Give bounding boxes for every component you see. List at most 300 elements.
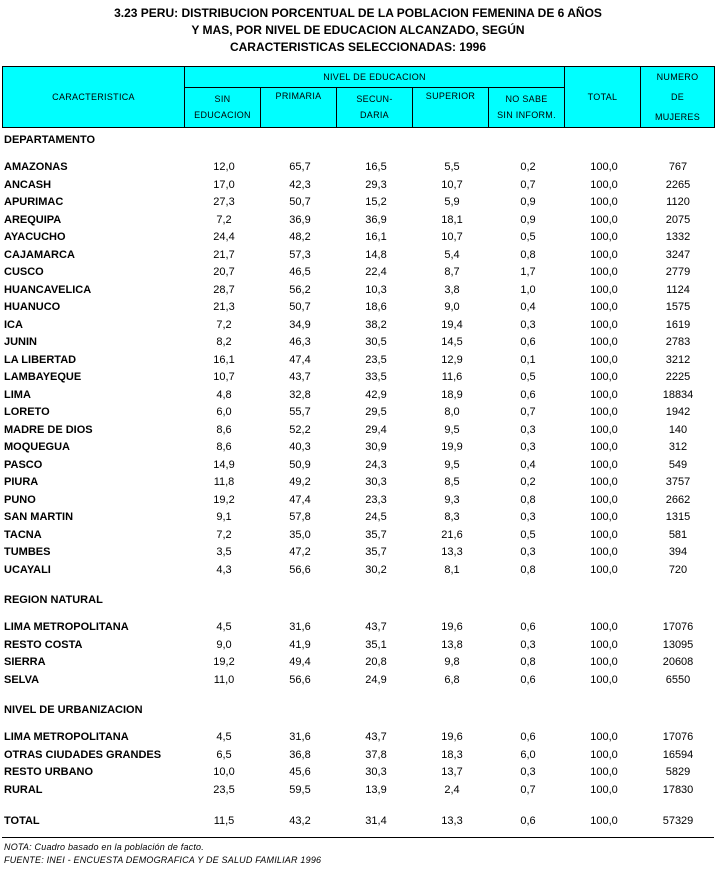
row-label: SELVA bbox=[4, 673, 40, 686]
cell-numero-mujeres: 5829 bbox=[665, 766, 691, 778]
cell-total: 100,0 bbox=[590, 441, 618, 453]
header-total: TOTAL bbox=[565, 67, 641, 128]
row-label: TOTAL bbox=[4, 815, 40, 827]
table-header bbox=[2, 66, 715, 128]
note-text: NOTA: Cuadro basado en la población de facto. bbox=[4, 842, 204, 852]
cell-total: 100,0 bbox=[590, 493, 618, 506]
cell-secundaria: 16,1 bbox=[365, 231, 387, 243]
table-title bbox=[0, 5, 716, 56]
section-label-text: NIVEL DE URBANIZACION bbox=[4, 704, 143, 716]
cell-secundaria: 35,1 bbox=[365, 638, 387, 651]
cell-superior: 9,8 bbox=[444, 656, 460, 668]
table-row bbox=[2, 282, 714, 299]
cell-numero-mujeres: 2783 bbox=[665, 336, 691, 348]
cell-superior: 14,5 bbox=[441, 336, 463, 348]
row-label: LIMA METROPOLITANA bbox=[4, 621, 129, 633]
cell-numero-mujeres: 17076 bbox=[662, 621, 694, 633]
header-numero-line-1: NUMERO bbox=[656, 72, 699, 82]
table-row bbox=[2, 229, 714, 246]
header-sin-educacion bbox=[185, 87, 261, 127]
cell-numero-mujeres: 1942 bbox=[665, 406, 691, 418]
cell-no-sabe: 0,6 bbox=[520, 336, 536, 348]
cell-total: 100,0 bbox=[590, 423, 618, 436]
table-row bbox=[2, 637, 714, 654]
row-label: HUANUCO bbox=[4, 301, 61, 313]
cell-sin-educacion: 8,2 bbox=[216, 336, 232, 348]
cell-total: 100,0 bbox=[590, 458, 618, 471]
cell-sin-educacion: 7,2 bbox=[216, 528, 232, 541]
cell-total: 100,0 bbox=[590, 783, 618, 796]
cell-total: 100,0 bbox=[590, 731, 618, 743]
cell-no-sabe: 0,6 bbox=[520, 621, 536, 633]
table-row bbox=[2, 544, 714, 561]
cell-secundaria: 13,9 bbox=[365, 783, 387, 796]
cell-numero-mujeres: 1332 bbox=[665, 231, 691, 243]
cell-superior: 5,5 bbox=[444, 161, 460, 173]
cell-secundaria: 43,7 bbox=[365, 621, 387, 633]
cell-sin-educacion: 17,0 bbox=[213, 178, 235, 191]
row-label: SIERRA bbox=[4, 656, 46, 668]
cell-numero-mujeres: 767 bbox=[668, 161, 688, 173]
cell-secundaria: 42,9 bbox=[365, 388, 387, 401]
cell-numero-mujeres: 1315 bbox=[665, 511, 691, 523]
cell-numero-mujeres: 57329 bbox=[662, 815, 694, 827]
section-label-text: DEPARTAMENTO bbox=[4, 134, 96, 146]
cell-total: 100,0 bbox=[590, 388, 618, 401]
cell-superior: 13,7 bbox=[441, 766, 463, 778]
header-numero-line-3: MUJERES bbox=[654, 112, 701, 122]
row-label: APURIMAC bbox=[4, 196, 64, 208]
row-label: RURAL bbox=[4, 783, 43, 796]
table-row bbox=[2, 747, 714, 764]
cell-primaria: 31,6 bbox=[289, 621, 311, 633]
cell-sin-educacion: 24,4 bbox=[213, 231, 235, 243]
cell-no-sabe: 0,3 bbox=[520, 511, 536, 523]
cell-primaria: 47,2 bbox=[289, 546, 311, 558]
cell-primaria: 45,6 bbox=[289, 766, 311, 778]
cell-sin-educacion: 12,0 bbox=[213, 161, 235, 173]
table-row bbox=[2, 813, 714, 830]
cell-superior: 12,9 bbox=[441, 353, 463, 366]
cell-numero-mujeres: 394 bbox=[668, 546, 688, 558]
cell-total: 100,0 bbox=[590, 178, 618, 191]
cell-numero-mujeres: 140 bbox=[668, 423, 688, 436]
cell-secundaria: 20,8 bbox=[365, 656, 387, 668]
cell-total: 100,0 bbox=[590, 371, 618, 383]
cell-sin-educacion: 4,5 bbox=[216, 621, 232, 633]
cell-sin-educacion: 28,7 bbox=[213, 283, 235, 296]
cell-primaria: 56,6 bbox=[289, 563, 311, 576]
header-no-sabe bbox=[489, 87, 565, 127]
cell-total: 100,0 bbox=[590, 563, 618, 576]
cell-numero-mujeres: 1575 bbox=[665, 301, 691, 313]
cell-numero-mujeres: 1619 bbox=[665, 318, 691, 331]
row-label: CUSCO bbox=[4, 266, 44, 278]
cell-numero-mujeres: 2662 bbox=[665, 493, 691, 506]
cell-total: 100,0 bbox=[590, 196, 618, 208]
cell-total: 100,0 bbox=[590, 815, 618, 827]
cell-total: 100,0 bbox=[590, 673, 618, 686]
cell-secundaria: 33,5 bbox=[365, 371, 387, 383]
cell-no-sabe: 0,8 bbox=[520, 493, 536, 506]
table-row bbox=[2, 764, 714, 781]
cell-numero-mujeres: 3757 bbox=[665, 476, 691, 488]
cell-no-sabe: 0,7 bbox=[520, 178, 536, 191]
table-row bbox=[2, 212, 714, 229]
cell-numero-mujeres: 6550 bbox=[665, 673, 691, 686]
cell-superior: 8,5 bbox=[444, 476, 460, 488]
cell-total: 100,0 bbox=[590, 621, 618, 633]
cell-superior: 10,7 bbox=[441, 231, 463, 243]
table-row bbox=[2, 177, 714, 194]
cell-superior: 19,4 bbox=[441, 318, 463, 331]
cell-numero-mujeres: 17076 bbox=[662, 731, 694, 743]
cell-primaria: 31,6 bbox=[289, 731, 311, 743]
cell-primaria: 65,7 bbox=[289, 161, 311, 173]
cell-superior: 9,5 bbox=[444, 458, 460, 471]
cell-no-sabe: 0,5 bbox=[520, 528, 536, 541]
cell-no-sabe: 0,7 bbox=[520, 783, 536, 796]
cell-total: 100,0 bbox=[590, 318, 618, 331]
cell-secundaria: 18,6 bbox=[365, 301, 387, 313]
cell-secundaria: 35,7 bbox=[365, 528, 387, 541]
table-row bbox=[2, 369, 714, 386]
cell-numero-mujeres: 312 bbox=[668, 441, 688, 453]
cell-sin-educacion: 4,8 bbox=[216, 388, 232, 401]
cell-primaria: 56,6 bbox=[289, 673, 311, 686]
row-label: LAMBAYEQUE bbox=[4, 371, 82, 383]
section-label bbox=[2, 132, 714, 149]
cell-sin-educacion: 21,3 bbox=[213, 301, 235, 313]
cell-superior: 8,3 bbox=[444, 511, 460, 523]
table-row bbox=[2, 527, 714, 544]
cell-primaria: 43,2 bbox=[289, 815, 311, 827]
cell-superior: 3,8 bbox=[444, 283, 460, 296]
table-row bbox=[2, 672, 714, 689]
cell-no-sabe: 1,7 bbox=[520, 266, 536, 278]
header-superior: SUPERIOR bbox=[413, 87, 489, 127]
header-secundaria-line-1: SECUN- bbox=[356, 94, 393, 105]
cell-secundaria: 16,5 bbox=[365, 161, 387, 173]
cell-total: 100,0 bbox=[590, 656, 618, 668]
row-label: RESTO URBANO bbox=[4, 766, 94, 778]
cell-secundaria: 24,3 bbox=[365, 458, 387, 471]
row-label: AYACUCHO bbox=[4, 231, 66, 243]
cell-total: 100,0 bbox=[590, 266, 618, 278]
cell-secundaria: 30,9 bbox=[365, 441, 387, 453]
header-numero-line-2: DE bbox=[670, 92, 685, 102]
cell-secundaria: 24,9 bbox=[365, 673, 387, 686]
header-primaria: PRIMARIA bbox=[261, 87, 337, 127]
cell-no-sabe: 0,4 bbox=[520, 301, 536, 313]
cell-secundaria: 35,7 bbox=[365, 546, 387, 558]
row-label: MOQUEGUA bbox=[4, 441, 70, 453]
cell-primaria: 52,2 bbox=[289, 423, 311, 436]
cell-total: 100,0 bbox=[590, 283, 618, 296]
header-secundaria bbox=[337, 87, 413, 127]
cell-numero-mujeres: 2265 bbox=[665, 178, 691, 191]
cell-superior: 8,0 bbox=[444, 406, 460, 418]
header-numero-mujeres bbox=[641, 67, 715, 128]
row-label: AREQUIPA bbox=[4, 213, 62, 226]
cell-sin-educacion: 11,0 bbox=[213, 673, 235, 686]
cell-no-sabe: 6,0 bbox=[520, 748, 536, 761]
footer-rule bbox=[2, 837, 714, 838]
row-label: ANCASH bbox=[4, 178, 52, 191]
section-label bbox=[2, 702, 714, 719]
cell-total: 100,0 bbox=[590, 511, 618, 523]
cell-superior: 11,6 bbox=[441, 371, 463, 383]
row-label: SAN MARTIN bbox=[4, 511, 74, 523]
cell-superior: 10,7 bbox=[441, 178, 463, 191]
cell-primaria: 47,4 bbox=[289, 353, 311, 366]
table-row bbox=[2, 387, 714, 404]
cell-numero-mujeres: 549 bbox=[668, 458, 688, 471]
row-label: TUMBES bbox=[4, 546, 51, 558]
cell-sin-educacion: 8,6 bbox=[216, 441, 232, 453]
row-label: OTRAS CIUDADES GRANDES bbox=[4, 748, 162, 761]
cell-secundaria: 37,8 bbox=[365, 748, 387, 761]
cell-no-sabe: 0,3 bbox=[520, 546, 536, 558]
table-row bbox=[2, 422, 714, 439]
table-row bbox=[2, 562, 714, 579]
cell-no-sabe: 0,3 bbox=[520, 638, 536, 651]
cell-primaria: 34,9 bbox=[289, 318, 311, 331]
cell-superior: 9,3 bbox=[444, 493, 460, 506]
row-label: ICA bbox=[4, 318, 23, 331]
cell-primaria: 57,3 bbox=[289, 248, 311, 261]
table-row bbox=[2, 317, 714, 334]
header-nivel-educacion: NIVEL DE EDUCACION bbox=[185, 67, 565, 88]
cell-total: 100,0 bbox=[590, 766, 618, 778]
row-label: LIMA bbox=[4, 388, 31, 401]
cell-sin-educacion: 19,2 bbox=[213, 493, 235, 506]
cell-superior: 8,7 bbox=[444, 266, 460, 278]
cell-sin-educacion: 21,7 bbox=[213, 248, 235, 261]
cell-superior: 9,0 bbox=[444, 301, 460, 313]
cell-superior: 5,9 bbox=[444, 196, 460, 208]
cell-no-sabe: 0,8 bbox=[520, 248, 536, 261]
source-text: FUENTE: INEI - ENCUESTA DEMOGRAFICA Y DE SALUD FAMILIAR 1996 bbox=[4, 855, 322, 865]
cell-no-sabe: 0,8 bbox=[520, 563, 536, 576]
table-row bbox=[2, 492, 714, 509]
cell-superior: 18,9 bbox=[441, 388, 463, 401]
table-row bbox=[2, 654, 714, 671]
cell-sin-educacion: 6,0 bbox=[216, 406, 232, 418]
cell-primaria: 56,2 bbox=[289, 283, 311, 296]
cell-sin-educacion: 10,7 bbox=[213, 371, 235, 383]
cell-total: 100,0 bbox=[590, 248, 618, 261]
table-row bbox=[2, 729, 714, 746]
cell-primaria: 50,7 bbox=[289, 196, 311, 208]
cell-numero-mujeres: 13095 bbox=[662, 638, 694, 651]
cell-total: 100,0 bbox=[590, 301, 618, 313]
row-label: TACNA bbox=[4, 528, 42, 541]
cell-primaria: 43,7 bbox=[289, 371, 311, 383]
cell-sin-educacion: 10,0 bbox=[213, 766, 235, 778]
cell-no-sabe: 0,9 bbox=[520, 196, 536, 208]
cell-sin-educacion: 7,2 bbox=[216, 213, 232, 226]
cell-no-sabe: 0,3 bbox=[520, 441, 536, 453]
cell-total: 100,0 bbox=[590, 476, 618, 488]
cell-total: 100,0 bbox=[590, 748, 618, 761]
cell-secundaria: 22,4 bbox=[365, 266, 387, 278]
cell-primaria: 50,7 bbox=[289, 301, 311, 313]
cell-numero-mujeres: 720 bbox=[668, 563, 688, 576]
cell-total: 100,0 bbox=[590, 161, 618, 173]
cell-no-sabe: 0,9 bbox=[520, 213, 536, 226]
cell-secundaria: 30,3 bbox=[365, 476, 387, 488]
cell-no-sabe: 0,6 bbox=[520, 815, 536, 827]
cell-superior: 13,8 bbox=[441, 638, 463, 651]
cell-secundaria: 30,2 bbox=[365, 563, 387, 576]
cell-total: 100,0 bbox=[590, 546, 618, 558]
cell-no-sabe: 0,1 bbox=[520, 353, 536, 366]
cell-no-sabe: 0,7 bbox=[520, 406, 536, 418]
cell-secundaria: 23,3 bbox=[365, 493, 387, 506]
cell-no-sabe: 0,3 bbox=[520, 318, 536, 331]
cell-secundaria: 38,2 bbox=[365, 318, 387, 331]
cell-no-sabe: 0,3 bbox=[520, 766, 536, 778]
cell-total: 100,0 bbox=[590, 213, 618, 226]
cell-superior: 9,5 bbox=[444, 423, 460, 436]
table-row bbox=[2, 264, 714, 281]
cell-sin-educacion: 19,2 bbox=[213, 656, 235, 668]
cell-numero-mujeres: 18834 bbox=[662, 388, 694, 401]
cell-secundaria: 36,9 bbox=[365, 213, 387, 226]
table-row bbox=[2, 404, 714, 421]
cell-secundaria: 14,8 bbox=[365, 248, 387, 261]
table-row bbox=[2, 352, 714, 369]
cell-sin-educacion: 3,5 bbox=[216, 546, 232, 558]
cell-sin-educacion: 7,2 bbox=[216, 318, 232, 331]
cell-primaria: 42,3 bbox=[289, 178, 311, 191]
cell-primaria: 46,5 bbox=[289, 266, 311, 278]
cell-sin-educacion: 20,7 bbox=[213, 266, 235, 278]
table-row bbox=[2, 159, 714, 176]
cell-numero-mujeres: 17830 bbox=[662, 783, 694, 796]
cell-primaria: 57,8 bbox=[289, 511, 311, 523]
cell-superior: 5,4 bbox=[444, 248, 460, 261]
cell-sin-educacion: 4,5 bbox=[216, 731, 232, 743]
cell-total: 100,0 bbox=[590, 336, 618, 348]
cell-superior: 19,9 bbox=[441, 441, 463, 453]
table-row bbox=[2, 299, 714, 316]
cell-superior: 21,6 bbox=[441, 528, 463, 541]
table-row bbox=[2, 509, 714, 526]
cell-sin-educacion: 16,1 bbox=[213, 353, 235, 366]
cell-primaria: 59,5 bbox=[289, 783, 311, 796]
cell-primaria: 46,3 bbox=[289, 336, 311, 348]
cell-superior: 19,6 bbox=[441, 731, 463, 743]
title-line-2: Y MAS, POR NIVEL DE EDUCACION ALCANZADO, SEGÚN bbox=[191, 23, 525, 37]
cell-primaria: 36,8 bbox=[289, 748, 311, 761]
header-nosabe-line-2: SIN INFORM. bbox=[497, 110, 556, 121]
section-label-text: REGION NATURAL bbox=[4, 594, 103, 606]
cell-total: 100,0 bbox=[590, 528, 618, 541]
row-label: PASCO bbox=[4, 458, 43, 471]
cell-secundaria: 43,7 bbox=[365, 731, 387, 743]
row-label: AMAZONAS bbox=[4, 161, 68, 173]
section-label bbox=[2, 592, 714, 609]
table-row bbox=[2, 334, 714, 351]
row-label: MADRE DE DIOS bbox=[4, 423, 93, 436]
cell-superior: 18,1 bbox=[441, 213, 463, 226]
row-label: PUNO bbox=[4, 493, 36, 506]
cell-sin-educacion: 11,5 bbox=[213, 815, 235, 827]
cell-numero-mujeres: 2779 bbox=[665, 266, 691, 278]
cell-primaria: 55,7 bbox=[289, 406, 311, 418]
header-sin-line-1: SIN bbox=[214, 94, 231, 105]
cell-numero-mujeres: 16594 bbox=[662, 748, 694, 761]
cell-secundaria: 15,2 bbox=[365, 196, 387, 208]
cell-secundaria: 29,4 bbox=[365, 423, 387, 436]
cell-sin-educacion: 27,3 bbox=[213, 196, 235, 208]
row-label: PIURA bbox=[4, 476, 39, 488]
row-label: CAJAMARCA bbox=[4, 248, 75, 261]
cell-total: 100,0 bbox=[590, 406, 618, 418]
title-line-3: CARACTERISTICAS SELECCIONADAS: 1996 bbox=[229, 40, 487, 54]
cell-numero-mujeres: 581 bbox=[668, 528, 688, 541]
cell-sin-educacion: 6,5 bbox=[216, 748, 232, 761]
table-row bbox=[2, 782, 714, 799]
cell-primaria: 49,4 bbox=[289, 656, 311, 668]
cell-no-sabe: 0,4 bbox=[520, 458, 536, 471]
cell-sin-educacion: 4,3 bbox=[216, 563, 232, 576]
table-row bbox=[2, 619, 714, 636]
header-nosabe-line-1: NO SABE bbox=[505, 94, 548, 105]
cell-numero-mujeres: 3247 bbox=[665, 248, 691, 261]
row-label: RESTO COSTA bbox=[4, 638, 83, 651]
cell-primaria: 41,9 bbox=[289, 638, 311, 651]
cell-no-sabe: 0,2 bbox=[520, 161, 536, 173]
header-caracteristica: CARACTERISTICA bbox=[3, 67, 185, 128]
cell-primaria: 32,8 bbox=[289, 388, 311, 401]
header-sin-line-2: EDUCACION bbox=[194, 110, 251, 121]
cell-primaria: 47,4 bbox=[289, 493, 311, 506]
cell-secundaria: 29,3 bbox=[365, 178, 387, 191]
table-row bbox=[2, 194, 714, 211]
cell-secundaria: 30,3 bbox=[365, 766, 387, 778]
cell-primaria: 48,2 bbox=[289, 231, 311, 243]
cell-no-sabe: 1,0 bbox=[520, 283, 536, 296]
cell-no-sabe: 0,8 bbox=[520, 656, 536, 668]
cell-total: 100,0 bbox=[590, 231, 618, 243]
cell-secundaria: 24,5 bbox=[365, 511, 387, 523]
cell-superior: 6,8 bbox=[444, 673, 460, 686]
cell-numero-mujeres: 20608 bbox=[662, 656, 694, 668]
cell-no-sabe: 0,2 bbox=[520, 476, 536, 488]
cell-sin-educacion: 11,8 bbox=[213, 476, 235, 488]
cell-numero-mujeres: 3212 bbox=[665, 353, 691, 366]
cell-numero-mujeres: 2075 bbox=[665, 213, 691, 226]
cell-numero-mujeres: 1120 bbox=[666, 196, 690, 208]
cell-superior: 8,1 bbox=[444, 563, 460, 576]
cell-secundaria: 10,3 bbox=[365, 283, 387, 296]
cell-sin-educacion: 14,9 bbox=[213, 458, 235, 471]
cell-sin-educacion: 8,6 bbox=[216, 423, 232, 436]
cell-secundaria: 29,5 bbox=[365, 406, 387, 418]
title-line-1: 3.23 PERU: DISTRIBUCION PORCENTUAL DE LA POBLACION FEMENINA DE 6 AÑOS bbox=[114, 6, 602, 20]
cell-numero-mujeres: 1124 bbox=[666, 283, 690, 296]
cell-primaria: 50,9 bbox=[289, 458, 311, 471]
cell-sin-educacion: 9,1 bbox=[216, 511, 232, 523]
cell-superior: 2,4 bbox=[444, 783, 460, 796]
cell-superior: 13,3 bbox=[441, 815, 463, 827]
cell-no-sabe: 0,5 bbox=[520, 231, 536, 243]
row-label: HUANCAVELICA bbox=[4, 283, 92, 296]
cell-secundaria: 30,5 bbox=[365, 336, 387, 348]
